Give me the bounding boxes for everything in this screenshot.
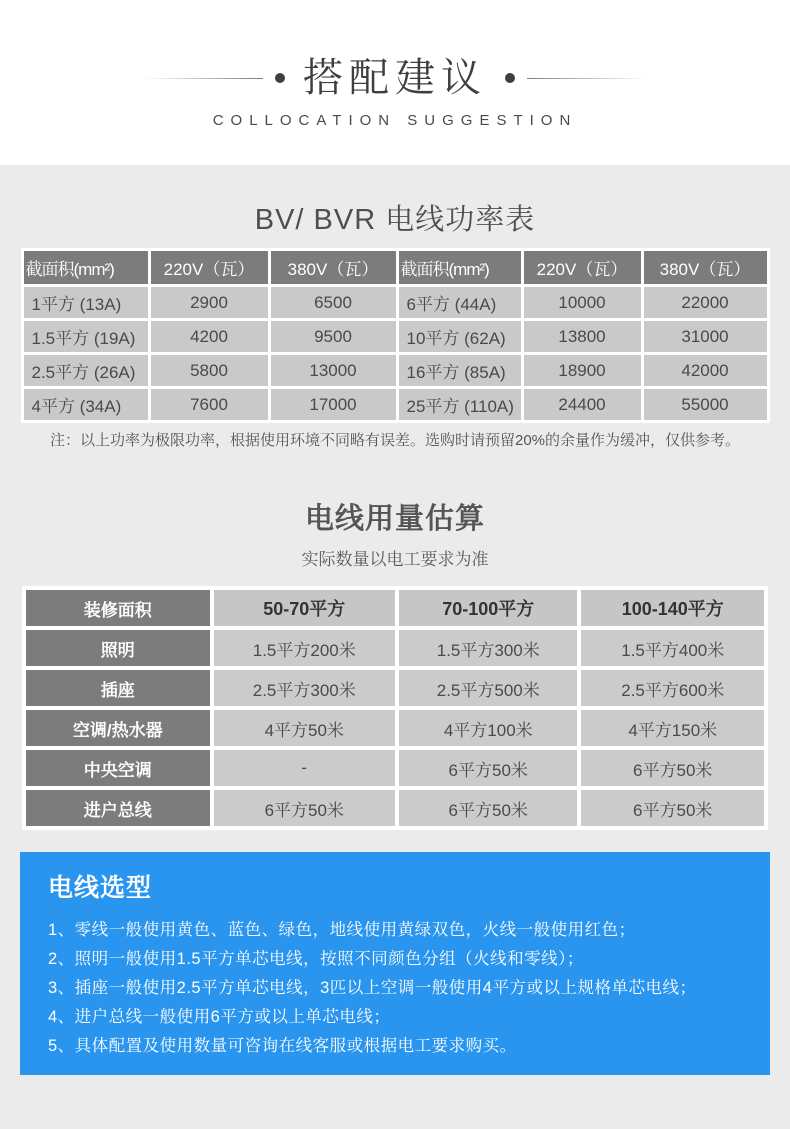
wire-selection-title: 电线选型	[48, 874, 153, 902]
power-table-row	[24, 321, 767, 352]
spec-cell: 25平方 (110A)	[399, 389, 521, 420]
usage-value-cell: 4平方50米	[214, 710, 396, 746]
column-header-380v: 380V（瓦）	[271, 251, 396, 284]
power-value-cell: 55000	[644, 389, 767, 420]
decorative-line-left	[143, 78, 263, 79]
column-header-section-area: 截面积(mm²)	[24, 251, 148, 284]
power-value-cell: 13000	[271, 355, 396, 386]
power-value-cell: 10000	[524, 287, 641, 318]
row-header-进户总线: 进户总线	[26, 790, 210, 826]
page-subtitle: COLLOCATION SUGGESTION	[212, 112, 578, 129]
usage-value-cell: 4平方150米	[581, 710, 764, 746]
usage-value-cell: 1.5平方200米	[214, 630, 396, 666]
list-item: 2、照明一般使用1.5平方单芯电线，按照不同颜色分组（火线和零线）；	[48, 950, 584, 968]
column-header-220v: 220V（瓦）	[524, 251, 641, 284]
usage-value-cell: 2.5平方500米	[399, 670, 577, 706]
row-header-插座: 插座	[26, 670, 210, 706]
decorative-line-right	[527, 78, 647, 79]
power-table-body	[24, 287, 767, 420]
spec-cell: 16平方 (85A)	[399, 355, 521, 386]
power-value-cell: 22000	[644, 287, 767, 318]
usage-table-body	[26, 630, 764, 826]
power-value-cell: 9500	[271, 321, 396, 352]
column-header-220v: 220V（瓦）	[151, 251, 268, 284]
column-header-50-70: 50-70平方	[214, 590, 396, 626]
row-header-中央空调: 中央空调	[26, 750, 210, 786]
list-item: 4、进户总线一般使用6平方或以上单芯电线；	[48, 1008, 391, 1026]
power-value-cell: 24400	[524, 389, 641, 420]
spec-cell: 6平方 (44A)	[399, 287, 521, 318]
decorative-dot-right	[505, 73, 515, 83]
power-table-title: BV/ BVR 电线功率表	[254, 204, 536, 236]
power-value-cell: 18900	[524, 355, 641, 386]
page-header	[0, 0, 790, 165]
wire-selection-panel	[20, 852, 770, 1075]
list-item: 3、插座一般使用2.5平方单芯电线，3匹以上空调一般使用4平方或以上规格单芯电线；	[48, 979, 697, 997]
spec-cell: 1平方 (13A)	[24, 287, 148, 318]
usage-value-cell: 6平方50米	[399, 790, 577, 826]
column-header-380v: 380V（瓦）	[644, 251, 767, 284]
usage-value-cell: 1.5平方400米	[581, 630, 764, 666]
usage-table-row	[26, 790, 764, 826]
usage-value-cell: 1.5平方300米	[399, 630, 577, 666]
usage-table-row	[26, 630, 764, 666]
spec-cell: 2.5平方 (26A)	[24, 355, 148, 386]
usage-table-header-row	[26, 590, 764, 626]
column-header-70-100: 70-100平方	[399, 590, 577, 626]
power-value-cell: 7600	[151, 389, 268, 420]
power-table-row	[24, 389, 767, 420]
power-table	[21, 248, 770, 423]
usage-value-cell: 2.5平方600米	[581, 670, 764, 706]
column-header-100-140: 100-140平方	[581, 590, 764, 626]
power-value-cell: 31000	[644, 321, 767, 352]
spec-cell: 10平方 (62A)	[399, 321, 521, 352]
power-value-cell: 17000	[271, 389, 396, 420]
usage-value-cell: 6平方50米	[214, 790, 396, 826]
usage-value-cell: -	[214, 750, 396, 786]
power-value-cell: 13800	[524, 321, 641, 352]
usage-table-row	[26, 750, 764, 786]
power-table-row	[24, 287, 767, 318]
power-table-note: 注：以上功率为极限功率，根据使用环境不同略有误差。选购时请预留20%的余量作为缓冲，仅供参考。	[49, 432, 741, 449]
list-item: 1、零线一般使用黄色、蓝色、绿色，地线使用黄绿双色，火线一般使用红色；	[48, 921, 636, 939]
power-table-row	[24, 355, 767, 386]
power-value-cell: 4200	[151, 321, 268, 352]
usage-table-row	[26, 710, 764, 746]
usage-table-subtitle: 实际数量以电工要求为准	[301, 550, 489, 569]
row-header-照明: 照明	[26, 630, 210, 666]
wire-selection-list	[48, 916, 742, 1061]
power-value-cell: 6500	[271, 287, 396, 318]
usage-value-cell: 6平方50米	[399, 750, 577, 786]
usage-table-row	[26, 670, 764, 706]
usage-value-cell: 2.5平方300米	[214, 670, 396, 706]
row-header-空调/热水器: 空调/热水器	[26, 710, 210, 746]
power-table-header-row	[24, 251, 767, 284]
usage-table	[22, 586, 768, 830]
spec-cell: 4平方 (34A)	[24, 389, 148, 420]
usage-value-cell: 4平方100米	[399, 710, 577, 746]
usage-value-cell: 6平方50米	[581, 790, 764, 826]
column-header-section-area: 截面积(mm²)	[399, 251, 521, 284]
page-title: 搭配建议	[303, 56, 487, 100]
usage-table-title: 电线用量估算	[304, 503, 485, 535]
spec-cell: 1.5平方 (19A)	[24, 321, 148, 352]
decorative-dot-left	[275, 73, 285, 83]
power-value-cell: 5800	[151, 355, 268, 386]
power-value-cell: 2900	[151, 287, 268, 318]
corner-header-decoration-area: 装修面积	[26, 590, 210, 626]
list-item: 5、具体配置及使用数量可咨询在线客服或根据电工要求购买。	[48, 1037, 517, 1055]
usage-value-cell: 6平方50米	[581, 750, 764, 786]
page-title-row	[0, 56, 790, 100]
power-value-cell: 42000	[644, 355, 767, 386]
